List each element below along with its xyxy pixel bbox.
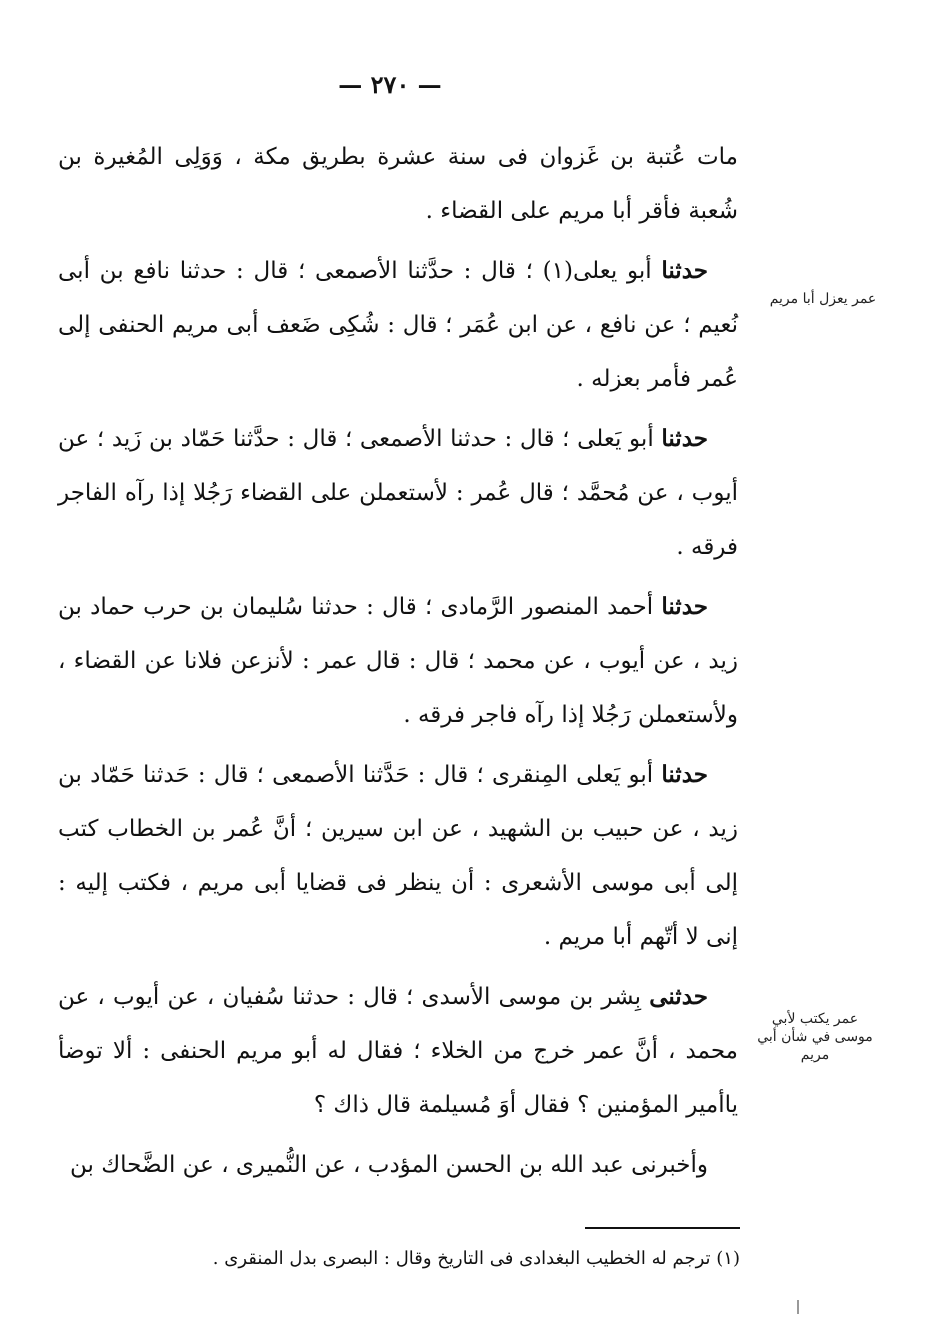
margin-note-dismissal: عمر يعزل أبا مريم xyxy=(769,291,877,307)
paragraph-text: أبو يَعلى المِنقرى ؛ قال : حَدَّثنا الأصمعى ؛ قال : حَدثنا حَمّاد بن زيد ، عن حبيب بن الشهيد ، عن ابن سيرين ؛ أنَّ عُمر بن الخطاب كتب إلى أبى موسى الأشعرى : أن ينظر فى قضايا أبى مريم ، فكتب إليه : إنى لا أتّهم أبا مريم . xyxy=(58,762,738,950)
paragraph xyxy=(58,1138,738,1192)
paragraph-text: أحمد المنصور الرَّمادى ؛ قال : حدثنا سُليمان بن حرب حماد بن زيد ، عن أيوب ، عن محمد ؛ قال : قال عمر : لأنزعن فلانا عن القضاء ، ولأستعملن رَجُلا إذا رآه فاجر فرقه . xyxy=(58,594,738,728)
paragraph-text: أبو يعلى(١) ؛ قال : حدَّثنا الأصمعى ؛ قال : حدثنا نافع بن أبى نُعيم ؛ عن نافع ، عن ابن عُمَر ؛ قال : شُكِى ضَعف أبى مريم الحنفى إلى عُمر فأمر بعزله . xyxy=(58,258,738,392)
paragraph-text: وأخبرنى عبد الله بن الحسن المؤدب ، عن النُّميرى ، عن الضَّحاك بن xyxy=(69,1152,708,1178)
main-text xyxy=(58,130,738,1198)
paragraph xyxy=(58,970,738,1132)
paragraph xyxy=(58,412,738,574)
footnote: (١) ترجم له الخطيب البغدادى فى التاريخ وقال : البصرى بدل المنقرى . xyxy=(212,1248,740,1269)
margin-note-letter: عمر يكتب لأبي موسى في شأن أبي مريم xyxy=(757,1011,873,1063)
footnote-divider xyxy=(585,1227,740,1229)
paragraph xyxy=(58,130,738,238)
paragraph-lead: حدثنا xyxy=(661,761,708,788)
scan-mark xyxy=(797,1300,799,1314)
paragraph xyxy=(58,244,738,406)
paragraph-lead: حدثنى xyxy=(649,983,708,1010)
paragraph-text: أبو يَعلى ؛ قال : حدثنا الأصمعى ؛ قال : حدَّثنا حَمّاد بن زَيد ؛ عن أيوب ، عن مُحمَّد ؛ قال عُمر : لأستعملن على القضاء رَجُلا إذا رآه الفاجر فرقه . xyxy=(58,426,738,560)
paragraph xyxy=(58,748,738,964)
paragraph-text: مات عُتبة بن غَزوان فى سنة عشرة بطريق مكة ، وَوَلِى المُغيرة بن شُعبة فأقر أبا مريم على القضاء . xyxy=(58,144,738,224)
page-number: — ٢٧٠ — xyxy=(338,70,442,99)
paragraph-lead: حدثنا xyxy=(661,593,708,620)
paragraph xyxy=(58,580,738,742)
paragraph-lead: حدثنا xyxy=(661,257,708,284)
paragraph-text: بِشر بن موسى الأسدى ؛ قال : حدثنا سُفيان ، عن أيوب ، عن محمد ، أنَّ عمر خرج من الخلاء ؛ فقال له أبو مريم الحنفى : ألا توضأ ياأمير المؤمنين ؟ فقال أوَ مُسيلمة قال ذاك ؟ xyxy=(58,984,738,1118)
paragraph-lead: حدثنا xyxy=(661,425,708,452)
